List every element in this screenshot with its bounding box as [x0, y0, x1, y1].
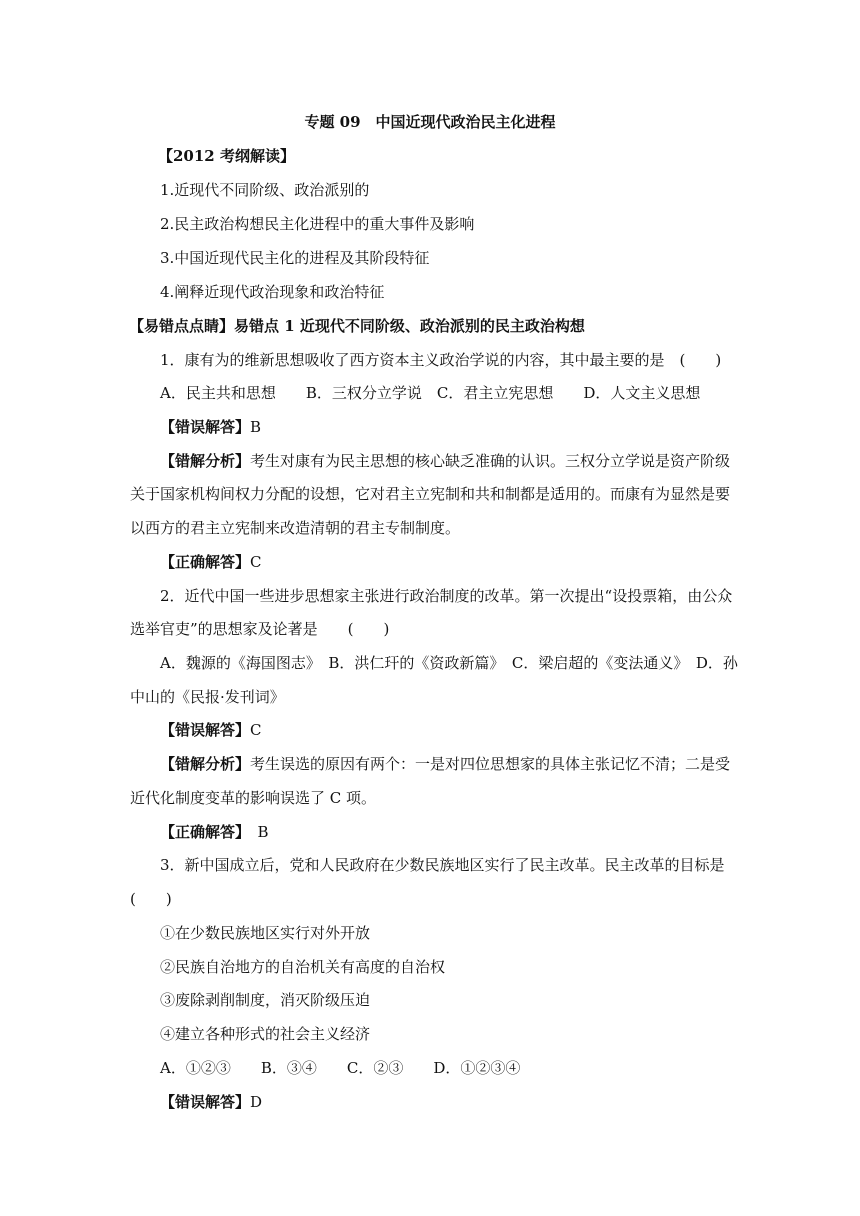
q3-wrong-value: D — [250, 1093, 263, 1111]
q1-analysis-label: 【错解分析】 — [160, 452, 251, 470]
syllabus-item-1: 1.近现代不同阶级、政治派别的 — [160, 181, 370, 199]
q1-wrong-label: 【错误解答】 — [160, 418, 251, 436]
q2-correct-answer — [160, 822, 269, 842]
syllabus-heading: 【2012 考纲解读】 — [158, 147, 295, 165]
q2-wrong-answer — [160, 720, 262, 740]
q3-stem-line-2: ( ) — [130, 890, 172, 908]
syllabus-item-3: 3.中国近现代民主化的进程及其阶段特征 — [160, 249, 430, 267]
q1-correct-value: C — [250, 553, 262, 571]
q2-analysis-line-1 — [160, 754, 730, 774]
q3-choice-2: ②民族自治地方的自治机关有高度的自治权 — [160, 958, 446, 976]
q2-options-line-2: 中山的《民报·发刊词》 — [130, 688, 285, 706]
q3-choice-1: ①在少数民族地区实行对外开放 — [160, 924, 371, 942]
q1-analysis-text-1: 考生对康有为民主思想的核心缺乏准确的认识。三权分立学说是资产阶级 — [250, 452, 731, 470]
q3-options: A．①②③ B．③④ C．②③ D．①②③④ — [160, 1059, 521, 1077]
q3-wrong-label: 【错误解答】 — [160, 1093, 251, 1111]
q1-wrong-answer — [160, 417, 261, 437]
q2-wrong-label: 【错误解答】 — [160, 721, 251, 739]
q3-stem-line-1: 3．新中国成立后，党和人民政府在少数民族地区实行了民主改革。民主改革的目标是 — [160, 856, 725, 874]
q2-analysis-label: 【错解分析】 — [160, 755, 251, 773]
q1-analysis-line-3: 以西方的君主立宪制来改造清朝的君主专制制度。 — [130, 519, 461, 537]
q1-analysis-line-1 — [160, 451, 730, 471]
q1-correct-label: 【正确解答】 — [160, 553, 251, 571]
syllabus-item-4: 4.阐释近现代政治现象和政治特征 — [160, 283, 385, 301]
q2-stem-line-2: 选举官吏”的思想家及论著是 ( ) — [130, 620, 390, 638]
error-point-heading: 【易错点点睛】易错点 1 近现代不同阶级、政治派别的民主政治构想 — [129, 317, 585, 335]
q1-wrong-value: B — [250, 418, 262, 436]
q2-wrong-value: C — [250, 721, 262, 739]
q2-analysis-text-1: 考生误选的原因有两个：一是对四位思想家的具体主张记忆不清；二是受 — [250, 755, 731, 773]
q1-correct-answer — [160, 552, 262, 572]
q3-choice-4: ④建立各种形式的社会主义经济 — [160, 1025, 371, 1043]
document-title: 专题 09 中国近现代政治民主化进程 — [304, 113, 556, 131]
q1-stem: 1．康有为的维新思想吸收了西方资本主义政治学说的内容，其中最主要的是 ( ) — [160, 351, 722, 369]
q2-analysis-line-2: 近代化制度变革的影响误选了 C 项。 — [130, 789, 377, 807]
q2-stem-line-1: 2．近代中国一些进步思想家主张进行政治制度的改革。第一次提出“设投票箱，由公众 — [160, 587, 733, 605]
q3-choice-3: ③废除剥削制度，消灭阶级压迫 — [160, 991, 371, 1009]
q1-analysis-line-2: 关于国家机构间权力分配的设想，它对君主立宪制和共和制都是适用的。而康有为显然是要 — [130, 485, 731, 503]
q2-options-line-1: A．魏源的《海国图志》 B．洪仁玕的《资政新篇》 C．梁启超的《变法通义》 D．孙 — [160, 654, 738, 672]
q2-correct-label: 【正确解答】 — [160, 823, 243, 841]
syllabus-item-2: 2.民主政治构想民主化进程中的重大事件及影响 — [160, 215, 475, 233]
q3-wrong-answer — [160, 1092, 262, 1112]
q2-correct-value: B — [242, 823, 269, 841]
q1-options: A．民主共和思想 B．三权分立学说 C．君主立宪思想 D．人文主义思想 — [160, 384, 701, 402]
